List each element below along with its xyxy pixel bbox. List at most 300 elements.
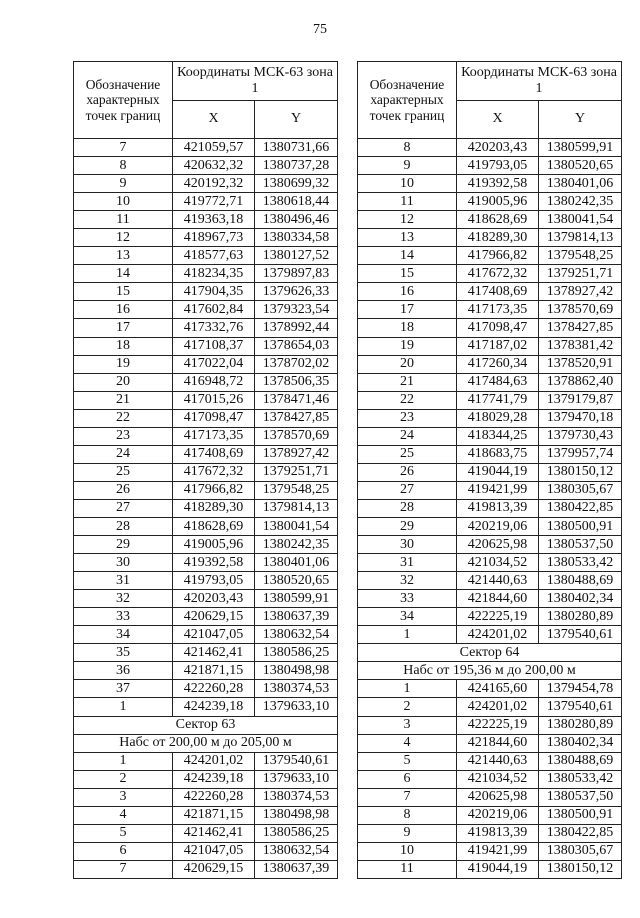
section-heading: Набс от 195,36 м до 200,00 м: [358, 662, 622, 680]
y-coordinate-cell: 1378570,69: [539, 301, 622, 319]
y-coordinate-cell: 1380586,25: [255, 644, 338, 662]
x-coordinate-cell: 419421,99: [457, 481, 539, 499]
x-coordinate-cell: 420219,06: [457, 806, 539, 824]
table-row: [358, 752, 622, 770]
point-number-cell: 10: [74, 193, 173, 211]
y-coordinate-cell: 1380334,58: [255, 229, 338, 247]
x-coordinate-cell: 419005,96: [173, 536, 255, 554]
table-row: [358, 211, 622, 229]
header-x: X: [457, 100, 539, 139]
point-number-cell: 25: [74, 463, 173, 481]
x-coordinate-cell: 420629,15: [173, 860, 255, 878]
section-row: [74, 716, 338, 734]
point-number-cell: 27: [74, 499, 173, 517]
x-coordinate-cell: 417672,32: [173, 463, 255, 481]
header-y: Y: [255, 100, 338, 139]
table-row: [74, 788, 338, 806]
x-coordinate-cell: 417408,69: [173, 445, 255, 463]
x-coordinate-cell: 422225,19: [457, 716, 539, 734]
header-point-label: Обозначение характерных точек границ: [358, 62, 457, 139]
y-coordinate-cell: 1380242,35: [539, 193, 622, 211]
table-row: [358, 770, 622, 788]
y-coordinate-cell: 1380500,91: [539, 806, 622, 824]
section-heading: Набс от 200,00 м до 205,00 м: [74, 734, 338, 752]
x-coordinate-cell: 418029,28: [457, 409, 539, 427]
point-number-cell: 35: [74, 644, 173, 662]
point-number-cell: 29: [74, 536, 173, 554]
x-coordinate-cell: 417098,47: [457, 319, 539, 337]
x-coordinate-cell: 417098,47: [173, 409, 255, 427]
y-coordinate-cell: 1380533,42: [539, 770, 622, 788]
y-coordinate-cell: 1379626,33: [255, 283, 338, 301]
point-number-cell: 9: [74, 175, 173, 193]
y-coordinate-cell: 1379540,61: [539, 698, 622, 716]
point-number-cell: 14: [358, 247, 457, 265]
header-coordinates: Координаты МСК-63 зона 1: [457, 62, 622, 101]
point-number-cell: 8: [358, 806, 457, 824]
y-coordinate-cell: 1380498,98: [255, 662, 338, 680]
point-number-cell: 4: [74, 806, 173, 824]
x-coordinate-cell: 422260,28: [173, 680, 255, 698]
point-number-cell: 1: [358, 626, 457, 644]
x-coordinate-cell: 419005,96: [457, 193, 539, 211]
x-coordinate-cell: 417408,69: [457, 283, 539, 301]
y-coordinate-cell: 1379814,13: [255, 499, 338, 517]
point-number-cell: 20: [358, 355, 457, 373]
table-row: [358, 391, 622, 409]
point-number-cell: 26: [358, 463, 457, 481]
table-row: [358, 427, 622, 445]
y-coordinate-cell: 1378520,91: [539, 355, 622, 373]
table-row: [358, 265, 622, 283]
y-coordinate-cell: 1380488,69: [539, 572, 622, 590]
table-row: [358, 590, 622, 608]
point-number-cell: 21: [74, 391, 173, 409]
point-number-cell: 28: [74, 517, 173, 535]
x-coordinate-cell: 418628,69: [173, 517, 255, 535]
y-coordinate-cell: 1378381,42: [539, 337, 622, 355]
y-coordinate-cell: 1380537,50: [539, 536, 622, 554]
point-number-cell: 29: [358, 517, 457, 535]
x-coordinate-cell: 417173,35: [173, 427, 255, 445]
table-row: [74, 265, 338, 283]
table-row: [74, 752, 338, 770]
table-row: [358, 139, 622, 157]
y-coordinate-cell: 1378702,02: [255, 355, 338, 373]
point-number-cell: 10: [358, 175, 457, 193]
point-number-cell: 2: [74, 770, 173, 788]
table-row: [74, 301, 338, 319]
table-row: [74, 680, 338, 698]
point-number-cell: 11: [358, 860, 457, 878]
y-coordinate-cell: 1378427,85: [255, 409, 338, 427]
table-row: [358, 229, 622, 247]
page-number: 75: [313, 22, 327, 37]
table-row: [358, 355, 622, 373]
point-number-cell: 17: [74, 319, 173, 337]
table-row: [358, 373, 622, 391]
y-coordinate-cell: 1380280,89: [539, 608, 622, 626]
y-coordinate-cell: 1380150,12: [539, 860, 622, 878]
table-row: [74, 175, 338, 193]
x-coordinate-cell: 419044,19: [457, 463, 539, 481]
point-number-cell: 15: [74, 283, 173, 301]
x-coordinate-cell: 421871,15: [173, 806, 255, 824]
point-number-cell: 13: [358, 229, 457, 247]
point-number-cell: 5: [358, 752, 457, 770]
table-row: [358, 824, 622, 842]
table-row: [358, 445, 622, 463]
y-coordinate-cell: 1378862,40: [539, 373, 622, 391]
point-number-cell: 6: [74, 842, 173, 860]
x-coordinate-cell: 418289,30: [173, 499, 255, 517]
point-number-cell: 34: [74, 626, 173, 644]
point-number-cell: 12: [358, 211, 457, 229]
y-coordinate-cell: 1380041,54: [539, 211, 622, 229]
table-row: [358, 283, 622, 301]
table-row: [358, 481, 622, 499]
point-number-cell: 16: [358, 283, 457, 301]
y-coordinate-cell: 1380618,44: [255, 193, 338, 211]
x-coordinate-cell: 421462,41: [173, 824, 255, 842]
y-coordinate-cell: 1378992,44: [255, 319, 338, 337]
header-point-label: Обозначение характерных точек границ: [74, 62, 173, 139]
point-number-cell: 33: [74, 608, 173, 626]
point-number-cell: 8: [74, 157, 173, 175]
point-number-cell: 8: [358, 139, 457, 157]
y-coordinate-cell: 1380599,91: [255, 590, 338, 608]
point-number-cell: 15: [358, 265, 457, 283]
x-coordinate-cell: 419392,58: [457, 175, 539, 193]
table-row: [74, 554, 338, 572]
table-row: [358, 175, 622, 193]
section-heading: Сектор 64: [358, 644, 622, 662]
y-coordinate-cell: 1380374,53: [255, 788, 338, 806]
point-number-cell: 9: [358, 824, 457, 842]
x-coordinate-cell: 417672,32: [457, 265, 539, 283]
x-coordinate-cell: 418344,25: [457, 427, 539, 445]
point-number-cell: 16: [74, 301, 173, 319]
y-coordinate-cell: 1380637,39: [255, 860, 338, 878]
x-coordinate-cell: 418289,30: [457, 229, 539, 247]
y-coordinate-cell: 1380599,91: [539, 139, 622, 157]
y-coordinate-cell: 1380533,42: [539, 554, 622, 572]
x-coordinate-cell: 421844,60: [457, 590, 539, 608]
table-row: [358, 734, 622, 752]
point-number-cell: 31: [74, 572, 173, 590]
x-coordinate-cell: 417904,35: [173, 283, 255, 301]
x-coordinate-cell: 421871,15: [173, 662, 255, 680]
table-row: [74, 247, 338, 265]
table-row: [358, 554, 622, 572]
point-number-cell: 37: [74, 680, 173, 698]
table-row: [74, 409, 338, 427]
point-number-cell: 22: [358, 391, 457, 409]
y-coordinate-cell: 1380488,69: [539, 752, 622, 770]
y-coordinate-cell: 1379470,18: [539, 409, 622, 427]
point-number-cell: 27: [358, 481, 457, 499]
coordinates-table-left: [73, 61, 338, 879]
x-coordinate-cell: 424201,02: [173, 752, 255, 770]
point-number-cell: 1: [74, 698, 173, 716]
y-coordinate-cell: 1380731,66: [255, 139, 338, 157]
y-coordinate-cell: 1379540,61: [539, 626, 622, 644]
y-coordinate-cell: 1380586,25: [255, 824, 338, 842]
table-row: [74, 536, 338, 554]
table-row: [74, 590, 338, 608]
table-row: [74, 139, 338, 157]
table-row: [74, 698, 338, 716]
y-coordinate-cell: 1379957,74: [539, 445, 622, 463]
y-coordinate-cell: 1380637,39: [255, 608, 338, 626]
x-coordinate-cell: 417484,63: [457, 373, 539, 391]
table-row: [358, 842, 622, 860]
y-coordinate-cell: 1379251,71: [255, 463, 338, 481]
table-row: [74, 373, 338, 391]
table-row: [358, 193, 622, 211]
point-number-cell: 11: [74, 211, 173, 229]
point-number-cell: 33: [358, 590, 457, 608]
x-coordinate-cell: 419772,71: [173, 193, 255, 211]
x-coordinate-cell: 424201,02: [457, 698, 539, 716]
x-coordinate-cell: 421440,63: [457, 752, 539, 770]
point-number-cell: 9: [358, 157, 457, 175]
table-row: [74, 644, 338, 662]
x-coordinate-cell: 417332,76: [173, 319, 255, 337]
y-coordinate-cell: 1379454,78: [539, 680, 622, 698]
x-coordinate-cell: 418577,63: [173, 247, 255, 265]
table-row: [74, 319, 338, 337]
point-number-cell: 18: [358, 319, 457, 337]
x-coordinate-cell: 417741,79: [457, 391, 539, 409]
point-number-cell: 10: [358, 842, 457, 860]
point-number-cell: 19: [74, 355, 173, 373]
table-row: [358, 788, 622, 806]
header-y: Y: [539, 100, 622, 139]
x-coordinate-cell: 417015,26: [173, 391, 255, 409]
table-row: [74, 806, 338, 824]
point-number-cell: 32: [358, 572, 457, 590]
point-number-cell: 17: [358, 301, 457, 319]
table-row: [358, 572, 622, 590]
point-number-cell: 7: [358, 788, 457, 806]
y-coordinate-cell: 1380537,50: [539, 788, 622, 806]
point-number-cell: 22: [74, 409, 173, 427]
point-number-cell: 14: [74, 265, 173, 283]
table-row: [74, 608, 338, 626]
point-number-cell: 20: [74, 373, 173, 391]
table-row: [74, 283, 338, 301]
x-coordinate-cell: 419363,18: [173, 211, 255, 229]
y-coordinate-cell: 1380737,28: [255, 157, 338, 175]
point-number-cell: 2: [358, 698, 457, 716]
x-coordinate-cell: 417108,37: [173, 337, 255, 355]
y-coordinate-cell: 1380305,67: [539, 842, 622, 860]
point-number-cell: 7: [74, 139, 173, 157]
y-coordinate-cell: 1378927,42: [255, 445, 338, 463]
section-row: [358, 662, 622, 680]
y-coordinate-cell: 1379540,61: [255, 752, 338, 770]
y-coordinate-cell: 1379633,10: [255, 770, 338, 788]
table-row: [358, 536, 622, 554]
point-number-cell: 6: [358, 770, 457, 788]
point-number-cell: 3: [74, 788, 173, 806]
x-coordinate-cell: 421047,05: [173, 842, 255, 860]
y-coordinate-cell: 1380150,12: [539, 463, 622, 481]
point-number-cell: 7: [74, 860, 173, 878]
table-row: [74, 445, 338, 463]
point-number-cell: 24: [358, 427, 457, 445]
table-row: [74, 193, 338, 211]
x-coordinate-cell: 419793,05: [457, 157, 539, 175]
x-coordinate-cell: 420625,98: [457, 536, 539, 554]
y-coordinate-cell: 1378506,35: [255, 373, 338, 391]
x-coordinate-cell: 419392,58: [173, 554, 255, 572]
table-row: [358, 698, 622, 716]
point-number-cell: 5: [74, 824, 173, 842]
table-row: [74, 391, 338, 409]
x-coordinate-cell: 419813,39: [457, 499, 539, 517]
x-coordinate-cell: 418967,73: [173, 229, 255, 247]
y-coordinate-cell: 1380305,67: [539, 481, 622, 499]
table-row: [74, 211, 338, 229]
point-number-cell: 23: [358, 409, 457, 427]
table-row: [74, 229, 338, 247]
table-row: [74, 337, 338, 355]
point-number-cell: 31: [358, 554, 457, 572]
y-coordinate-cell: 1380422,85: [539, 499, 622, 517]
table-row: [74, 427, 338, 445]
x-coordinate-cell: 421034,52: [457, 554, 539, 572]
y-coordinate-cell: 1380402,34: [539, 734, 622, 752]
header-coordinates: Координаты МСК-63 зона 1: [173, 62, 338, 101]
point-number-cell: 23: [74, 427, 173, 445]
x-coordinate-cell: 419421,99: [457, 842, 539, 860]
x-coordinate-cell: 421034,52: [457, 770, 539, 788]
table-row: [74, 662, 338, 680]
table-row: [358, 337, 622, 355]
x-coordinate-cell: 418683,75: [457, 445, 539, 463]
point-number-cell: 26: [74, 481, 173, 499]
x-coordinate-cell: 424239,18: [173, 770, 255, 788]
table-row: [358, 463, 622, 481]
y-coordinate-cell: 1380500,91: [539, 517, 622, 535]
x-coordinate-cell: 420203,43: [173, 590, 255, 608]
x-coordinate-cell: 421462,41: [173, 644, 255, 662]
table-row: [74, 499, 338, 517]
y-coordinate-cell: 1380402,34: [539, 590, 622, 608]
y-coordinate-cell: 1378654,03: [255, 337, 338, 355]
y-coordinate-cell: 1378427,85: [539, 319, 622, 337]
table-row: [74, 770, 338, 788]
table-row: [74, 481, 338, 499]
x-coordinate-cell: 420219,06: [457, 517, 539, 535]
table-row: [358, 301, 622, 319]
table-row: [74, 463, 338, 481]
y-coordinate-cell: 1379897,83: [255, 265, 338, 283]
table-row: [74, 626, 338, 644]
y-coordinate-cell: 1378570,69: [255, 427, 338, 445]
x-coordinate-cell: 424165,60: [457, 680, 539, 698]
section-heading: Сектор 63: [74, 716, 338, 734]
table-row: [74, 842, 338, 860]
x-coordinate-cell: 422225,19: [457, 608, 539, 626]
x-coordinate-cell: 417966,82: [457, 247, 539, 265]
table-row: [358, 716, 622, 734]
y-coordinate-cell: 1380520,65: [539, 157, 622, 175]
y-coordinate-cell: 1380041,54: [255, 517, 338, 535]
y-coordinate-cell: 1380242,35: [255, 536, 338, 554]
y-coordinate-cell: 1380496,46: [255, 211, 338, 229]
y-coordinate-cell: 1379548,25: [255, 481, 338, 499]
x-coordinate-cell: 424201,02: [457, 626, 539, 644]
x-coordinate-cell: 421440,63: [457, 572, 539, 590]
point-number-cell: 28: [358, 499, 457, 517]
x-coordinate-cell: 417602,84: [173, 301, 255, 319]
y-coordinate-cell: 1380127,52: [255, 247, 338, 265]
x-coordinate-cell: 421059,57: [173, 139, 255, 157]
x-coordinate-cell: 418234,35: [173, 265, 255, 283]
x-coordinate-cell: 416948,72: [173, 373, 255, 391]
point-number-cell: 4: [358, 734, 457, 752]
point-number-cell: 25: [358, 445, 457, 463]
point-number-cell: 1: [74, 752, 173, 770]
y-coordinate-cell: 1380520,65: [255, 572, 338, 590]
coordinates-table-right: [357, 61, 622, 879]
table-row: [358, 860, 622, 878]
y-coordinate-cell: 1379323,54: [255, 301, 338, 319]
point-number-cell: 24: [74, 445, 173, 463]
y-coordinate-cell: 1380374,53: [255, 680, 338, 698]
y-coordinate-cell: 1379251,71: [539, 265, 622, 283]
x-coordinate-cell: 421844,60: [457, 734, 539, 752]
x-coordinate-cell: 417022,04: [173, 355, 255, 373]
point-number-cell: 19: [358, 337, 457, 355]
table-row: [358, 409, 622, 427]
table-row: [74, 517, 338, 535]
y-coordinate-cell: 1380498,98: [255, 806, 338, 824]
point-number-cell: 30: [74, 554, 173, 572]
point-number-cell: 13: [74, 247, 173, 265]
point-number-cell: 1: [358, 680, 457, 698]
table-row: [74, 860, 338, 878]
x-coordinate-cell: 417187,02: [457, 337, 539, 355]
point-number-cell: 30: [358, 536, 457, 554]
table-row: [358, 157, 622, 175]
table-row: [74, 824, 338, 842]
y-coordinate-cell: 1380422,85: [539, 824, 622, 842]
point-number-cell: 11: [358, 193, 457, 211]
point-number-cell: 3: [358, 716, 457, 734]
y-coordinate-cell: 1379814,13: [539, 229, 622, 247]
section-row: [358, 644, 622, 662]
x-coordinate-cell: 420632,32: [173, 157, 255, 175]
y-coordinate-cell: 1379179,87: [539, 391, 622, 409]
y-coordinate-cell: 1379548,25: [539, 247, 622, 265]
table-row: [358, 499, 622, 517]
point-number-cell: 12: [74, 229, 173, 247]
table-row: [358, 608, 622, 626]
x-coordinate-cell: 420625,98: [457, 788, 539, 806]
x-coordinate-cell: 417966,82: [173, 481, 255, 499]
y-coordinate-cell: 1380280,89: [539, 716, 622, 734]
point-number-cell: 21: [358, 373, 457, 391]
point-number-cell: 18: [74, 337, 173, 355]
y-coordinate-cell: 1380401,06: [255, 554, 338, 572]
table-row: [358, 319, 622, 337]
x-coordinate-cell: 419813,39: [457, 824, 539, 842]
point-number-cell: 32: [74, 590, 173, 608]
